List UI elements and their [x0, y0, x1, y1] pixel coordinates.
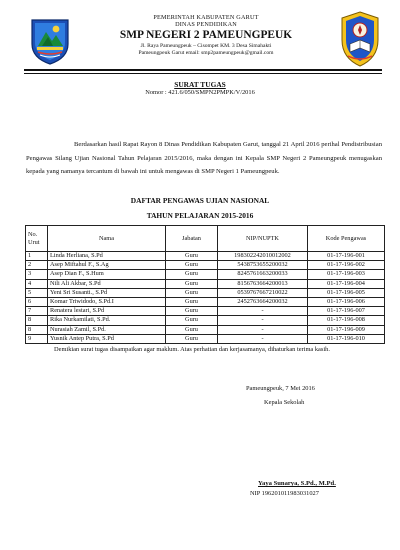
row-name: Nurasiah Zamil, S.Pd. — [48, 325, 166, 334]
row-code: 01-17-196-005 — [308, 288, 385, 297]
row-position: Guru — [166, 252, 218, 261]
row-position: Guru — [166, 279, 218, 288]
row-position: Guru — [166, 298, 218, 307]
table-row — [26, 307, 385, 316]
row-no: 7 — [26, 307, 48, 316]
table-row — [26, 316, 385, 325]
row-name: Linda Herliana, S.Pd — [48, 252, 166, 261]
row-position: Guru — [166, 307, 218, 316]
row-nip: - — [218, 316, 308, 325]
header-nip: NIP/NUPTK — [218, 226, 308, 252]
row-position: Guru — [166, 270, 218, 279]
list-title: DAFTAR PENGAWAS UJIAN NASIONAL — [130, 196, 270, 205]
row-name: Renatera lestari, S.Pd — [48, 307, 166, 316]
supervisor-table — [25, 225, 385, 344]
row-code: 01-17-196-003 — [308, 270, 385, 279]
row-position: Guru — [166, 325, 218, 334]
row-code: 01-17-196-008 — [308, 316, 385, 325]
table-row — [26, 288, 385, 297]
row-name: Yeni Sri Susanti., S.Pd — [48, 288, 166, 297]
school-address: Jl. Raya Pameungpeuk – Cisompet KM. 3 Desa Simahakti — [140, 43, 272, 50]
letterhead-divider-thick — [24, 69, 382, 71]
row-nip: - — [218, 307, 308, 316]
signer-nip: NIP 196201011983031027 — [250, 490, 319, 497]
department-name: DINAS PENDIDIKAN — [175, 21, 237, 29]
closing-statement: Demikian surat tugas disampaikan agar maklum. Atas perhatian dan kerjasamanya, dihaturkan terima kasih. — [54, 346, 330, 353]
row-code: 01-17-196-007 — [308, 307, 385, 316]
row-nip: - — [218, 334, 308, 343]
row-name: Yusnik Antep Putra, S.Pd — [48, 334, 166, 343]
list-subtitle: TAHUN PELAJARAN 2015-2016 — [146, 211, 254, 220]
row-nip: 8156763664200013 — [218, 279, 308, 288]
row-no: 8 — [26, 316, 48, 325]
row-no: 9 — [26, 334, 48, 343]
row-code: 01-17-196-004 — [308, 279, 385, 288]
row-no: 4 — [26, 279, 48, 288]
letterhead-divider-thin — [24, 73, 382, 74]
row-nip: 8245761663200033 — [218, 270, 308, 279]
signer-name: Yaya Sunarya, S.Pd., M.Pd. — [258, 480, 336, 487]
table-row — [26, 279, 385, 288]
table-row — [26, 298, 385, 307]
document-number: Nomor : 421.6/050/SMPN2PMPK/V/2016 — [145, 89, 255, 96]
school-emblem-icon — [338, 10, 382, 68]
row-no: 5 — [26, 288, 48, 297]
school-contact: Pameungpeuk Garut email: smp2pameungpeuk@gmail.com — [138, 49, 274, 56]
school-name: SMP NEGERI 2 PAMEUNGPEUK — [119, 29, 293, 42]
header-nama: Nama — [48, 226, 166, 252]
row-code: 01-17-196-001 — [308, 252, 385, 261]
row-nip: 2452763664200032 — [218, 298, 308, 307]
table-row — [26, 261, 385, 270]
row-code: 01-17-196-009 — [308, 325, 385, 334]
document-title: SURAT TUGAS — [174, 80, 226, 89]
row-no: 3 — [26, 270, 48, 279]
row-name: Nili Ali Akbar, S.Pd — [48, 279, 166, 288]
table-row — [26, 334, 385, 343]
row-nip: 198302242010012002 — [218, 252, 308, 261]
row-nip: 5438753655200032 — [218, 261, 308, 270]
row-code: 01-17-196-010 — [308, 334, 385, 343]
row-name: Komar Triwidodo, S.Pd.I — [48, 298, 166, 307]
row-name: Asep Dian F., S.Hum — [48, 270, 166, 279]
row-no: 6 — [26, 298, 48, 307]
row-code: 01-17-196-002 — [308, 261, 385, 270]
row-position: Guru — [166, 316, 218, 325]
row-nip: - — [218, 325, 308, 334]
table-row — [26, 252, 385, 261]
header-no: No. Urut — [26, 226, 48, 252]
place-and-date: Pameungpeuk, 7 Mei 2016 — [246, 385, 315, 392]
row-position: Guru — [166, 288, 218, 297]
signer-role: Kepala Sekolah — [264, 399, 305, 406]
header-jabatan: Jabatan — [166, 226, 218, 252]
garut-regency-emblem-icon — [26, 16, 74, 66]
letterhead — [80, 14, 332, 56]
government-name: PEMERINTAH KABUPATEN GARUT — [153, 14, 259, 21]
row-name: Rika Nurkamilati, S.Pd. — [48, 316, 166, 325]
row-no: 1 — [26, 252, 48, 261]
table-row — [26, 325, 385, 334]
document-body: Berdasarkan hasil Rapat Rayon 8 Dinas Pendidikan Kabupaten Garut, tanggal 21 April 2016 perihal Pendistribusian Pengawas Silang Ujian Nasional Tahun Pelajaran 2015/2016, maka dengan ini Kepala SMP Negeri 2 Pameungpeuk menugaskan kepada yang namanya tercantum di bawah ini untuk mengawas di SMP Negeri 1 Pameungpeuk. — [26, 141, 382, 175]
row-no: 8 — [26, 325, 48, 334]
row-nip: 0539767667210022 — [218, 288, 308, 297]
row-code: 01-17-196-006 — [308, 298, 385, 307]
table-row — [26, 270, 385, 279]
row-name: Asep Miftahul F., S.Ag — [48, 261, 166, 270]
row-no: 2 — [26, 261, 48, 270]
table-header-row — [26, 226, 385, 252]
header-kode: Kode Pengawas — [308, 226, 385, 252]
row-position: Guru — [166, 261, 218, 270]
row-position: Guru — [166, 334, 218, 343]
